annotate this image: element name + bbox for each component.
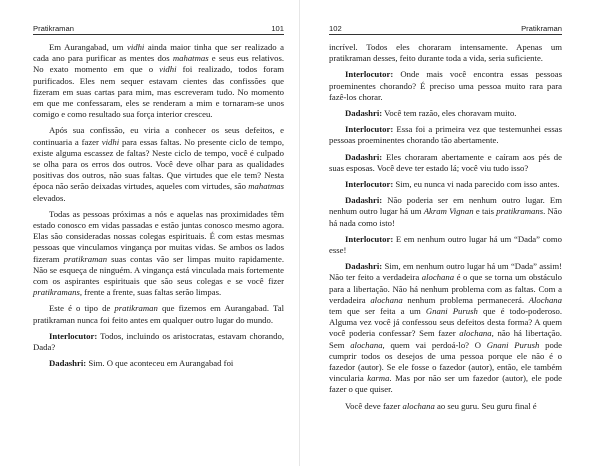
italic-term: Alochana	[528, 294, 562, 305]
text-run: tem que ser feita a um	[329, 306, 426, 317]
text-run: é o que se torna um obstáculo para a libertação. Não há nenhum problema com as faltas. Com a verdadeira	[329, 272, 562, 305]
text-run: pode cumprir todos os desejos de uma pessoa porque ele não é o fazedor (autor). Se ele fosse o fazedor (autor), então, ele também vincularia	[329, 339, 562, 384]
paragraph	[33, 358, 284, 369]
italic-term: alochana	[350, 339, 383, 350]
text-run: Não poderia ser em nenhum outro lugar. Em nenhum outro lugar há um	[329, 195, 562, 217]
italic-term: vidhi	[101, 136, 120, 147]
italic-term: vidhi	[159, 64, 177, 75]
paragraph	[33, 303, 284, 325]
italic-term: Gnani Purush	[425, 306, 478, 317]
speaker-label: Interlocutor:	[345, 179, 394, 190]
text-run: Este é o tipo de	[49, 303, 115, 314]
italic-term: mahatmas	[248, 181, 284, 192]
page-body	[329, 42, 562, 412]
text-run: . Mas por não ser um fazedor (autor), ele pode fazer o que quiser.	[329, 373, 563, 395]
right-page	[300, 0, 600, 466]
italic-term: alochana	[459, 328, 492, 339]
paragraph	[33, 125, 284, 203]
text-run: que é todo-poderoso. Alguma vez você já confessou seus defeitos desta forma? A quem você poderia confessar? Sem fazer	[329, 306, 562, 339]
text-run: incrível. Todos eles choraram intensamente. Apenas um pratikraman desses, feito durante toda a vida, seria suficiente.	[329, 42, 562, 64]
paragraph	[329, 108, 562, 119]
paragraph	[329, 261, 562, 395]
text-run: Você tem razão, eles choravam muito.	[382, 108, 517, 119]
text-run: Sim, em nenhum outro lugar há um “Dada” assim! Não ter feito a verdadeira	[329, 261, 562, 283]
italic-term: pratikramans,	[33, 287, 82, 298]
text-run: e seus eus relativos. No exato momento em que o	[33, 53, 284, 75]
text-run: Sim, eu nunca vi nada parecido com isso antes.	[393, 179, 560, 190]
italic-term: alochana	[421, 272, 455, 283]
italic-term: alochana	[402, 400, 435, 411]
text-run: Após sua confissão, eu viria a conhecer os seus defeitos, e continuaria a fazer	[33, 125, 284, 147]
speaker-label: Interlocutor:	[345, 69, 394, 80]
text-run: foi realizado, todos foram purificados. Eles nem sequer estavam cientes das confissões que fizeram em suas cartas para mim, mas escreveram tudo. No momento em que me confessaram, eles se renderam a mim e tornaram-se unos comigo e como resultado sua força interior cresceu.	[33, 64, 284, 120]
running-header	[33, 24, 284, 35]
text-run: que fizemos em Aurangabad. Tal pratikraman nunca foi feito antes em qualquer outro lugar do mundo.	[33, 303, 284, 325]
page-body	[33, 42, 284, 369]
italic-term: karma	[367, 373, 390, 384]
speaker-label: Interlocutor:	[49, 330, 98, 341]
text-run: suas contas vão ser limpas muito rapidamente. Não se esqueça de ninguém. A vingança está vinculada mais fortemente com os aspirantes espirituais que são seus colegas e se você fizer	[33, 253, 284, 287]
text-run: elevados.	[33, 192, 66, 203]
paragraph	[33, 42, 284, 120]
text-run: e tais	[473, 206, 497, 217]
italic-term: pratikraman	[63, 253, 108, 264]
speaker-label: Dadashri:	[345, 108, 383, 119]
text-run: , não há libertação. Sem	[329, 328, 562, 350]
paragraph	[329, 152, 562, 174]
text-run: Eles choraram abertamente e caíram aos pés de suas esposas. Você deve ter estado lá; você viu tudo isso?	[329, 151, 562, 173]
italic-term: Gnani Purush	[486, 339, 540, 350]
text-run: . Não há nada como isto!	[329, 206, 562, 228]
speaker-label: Interlocutor:	[345, 124, 394, 135]
header-title: Pratikraman	[521, 24, 562, 33]
header-title: Pratikraman	[33, 24, 74, 33]
text-run: Essa foi a primeira vez que testemunhei essas pessoas proeminentes chorando tão abertamente.	[329, 124, 562, 146]
running-header	[329, 24, 562, 35]
speaker-label: Dadashri:	[345, 151, 383, 162]
italic-term: pratikraman	[114, 303, 158, 314]
text-run: E em nenhum outro lugar há um “Dada” como esse!	[329, 233, 562, 256]
text-run: Todas as pessoas próximas a nós e aquelas nas proximidades têm estado conosco em vidas passadas e estão juntas conosco mesmo agora. Elas são consideradas nossas colegas espirituais. É com estas mesmas pessoas que vinculamos vingança por muitas vidas. Se ambos os lados fizeram	[33, 208, 284, 264]
text-run: Em Aurangabad, um	[49, 42, 127, 52]
page-number: 101	[271, 24, 284, 33]
paragraph	[329, 179, 562, 190]
text-run: ao seu guru. Seu guru final é	[434, 400, 537, 411]
italic-term: mahatmas	[172, 53, 209, 64]
text-run: , quem vai perdoá-lo? O	[382, 339, 487, 350]
paragraph	[329, 234, 562, 256]
paragraph	[33, 209, 284, 299]
paragraph	[329, 42, 562, 64]
speaker-label: Interlocutor:	[345, 233, 394, 244]
text-run: ainda maior tinha que ser realizado a cada ano para purificar as mentes dos	[33, 42, 285, 64]
text-run: para essas faltas. No presente ciclo de tempo, existe alguma escassez de faltas? Neste ciclo de tempo, você é culpado se olha para os erros dos outros. Você deve olhar para as qualidades positivas dos outros, não suas faltas. Que virtudes que ele tem? Nesta época não serão deixadas virtudes, aqueles com virtudes, são	[33, 136, 284, 192]
page-number: 102	[329, 24, 342, 33]
paragraph	[33, 331, 284, 353]
text-run: Sim. O que aconteceu em Aurangabad foi	[86, 358, 234, 369]
italic-term: pratikramans	[496, 206, 544, 217]
speaker-label: Dadashri:	[345, 261, 383, 272]
text-run: Todos, incluindo os aristocratas, estavam chorando, Dada?	[33, 330, 284, 353]
speaker-label: Dadashri:	[345, 195, 383, 206]
italic-term: alochana	[370, 294, 403, 305]
text-run: frente a frente, suas faltas serão limpas.	[82, 287, 222, 298]
text-run: Você deve fazer	[345, 400, 403, 411]
text-run: nenhum problema permanecerá.	[402, 294, 529, 305]
italic-term: vidhi	[126, 42, 145, 52]
italic-term: Akram Vignan	[423, 206, 474, 217]
paragraph	[329, 401, 562, 412]
text-run: Onde mais você encontra essas pessoas proeminentes chorando? É preciso uma pessoa muito rara para fazê-los chorar.	[329, 69, 562, 102]
speaker-label: Dadashri:	[49, 358, 87, 369]
paragraph	[329, 69, 562, 103]
paragraph	[329, 195, 562, 229]
paragraph	[329, 124, 562, 146]
